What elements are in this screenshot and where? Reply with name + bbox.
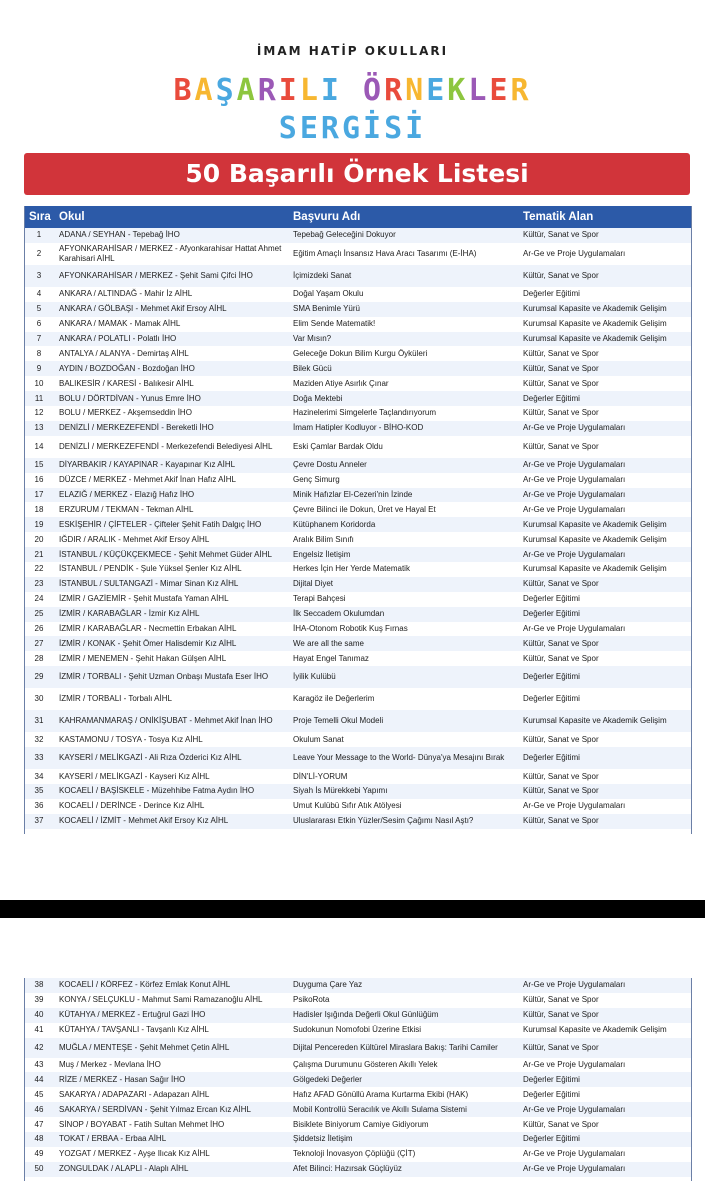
cell-alan: Ar-Ge ve Proje Uygulamaları <box>523 248 626 258</box>
table-row <box>25 502 691 517</box>
table-row <box>25 1087 691 1102</box>
cell-no: 25 <box>34 609 44 619</box>
cell-okul: BOLU / MERKEZ - Akşemseddin İHO <box>59 408 192 418</box>
cell-okul: ANTALYA / ALANYA - Demirtaş AİHL <box>59 348 189 358</box>
cell-okul: ANKARA / ALTINDAĞ - Mahir İz AİHL <box>59 289 193 299</box>
cell-okul: ELAZIĞ / MERKEZ - Elazığ Hafız İHO <box>59 490 195 500</box>
cell-okul: BALIKESİR / KARESİ - Balıkesir AİHL <box>59 378 194 388</box>
cell-okul: TOKAT / ERBAA - Erbaa AİHL <box>59 1134 167 1144</box>
cell-alan: Değerler Eğitimi <box>523 672 580 682</box>
cell-adi: Hadisler Işığında Değerli Okul Günlüğüm <box>293 1010 439 1020</box>
cell-okul: İZMİR / KARABAĞLAR - İzmir Kız AİHL <box>59 609 200 619</box>
cell-no: 27 <box>34 638 44 648</box>
cell-no: 50 <box>34 1164 44 1174</box>
cell-alan: Değerler Eğitimi <box>523 289 580 299</box>
cell-okul: SİNOP / BOYABAT - Fatih Sultan Mehmet İHO <box>59 1119 225 1129</box>
cell-alan: Kültür, Sanat ve Spor <box>523 653 599 663</box>
cell-no: 18 <box>34 504 44 514</box>
cell-no: 37 <box>34 816 44 826</box>
logo-letter: L <box>468 73 490 108</box>
cell-okul: ANKARA / MAMAK - Mamak AİHL <box>59 319 181 329</box>
header-org: İMAM HATİP OKULLARI <box>256 44 449 58</box>
logo-letter: B <box>173 73 195 108</box>
logo-letter: Ö <box>363 73 385 108</box>
table-row <box>25 1072 691 1087</box>
cell-alan: Kültür, Sanat ve Spor <box>523 230 599 240</box>
cell-adi: Tepebağ Geleceğini Dokuyor <box>293 230 396 240</box>
cell-okul: KOCAELİ / İZMİT - Mehmet Akif Ersoy Kız AİHL <box>59 816 229 826</box>
table-row <box>25 302 691 317</box>
cell-no: 39 <box>34 995 44 1005</box>
cell-alan: Kültür, Sanat ve Spor <box>523 378 599 388</box>
logo-letter: E <box>489 73 511 108</box>
cell-okul: KÜTAHYA / TAVŞANLI - Tavşanlı Kız AİHL <box>59 1025 209 1035</box>
cell-no: 2 <box>36 248 42 258</box>
cell-adi: Sudokunun Nomofobi Üzerine Etkisi <box>293 1025 422 1035</box>
cell-no: 29 <box>34 672 44 682</box>
cell-no: 33 <box>34 753 44 763</box>
cell-adi: DİN'Lİ-YORUM <box>293 771 348 781</box>
cell-no: 40 <box>34 1010 44 1020</box>
cell-no: 19 <box>34 519 44 529</box>
cell-alan: Ar-Ge ve Proje Uygulamaları <box>523 490 626 500</box>
cell-no: 22 <box>34 564 44 574</box>
cell-okul: ERZURUM / TEKMAN - Tekman AİHL <box>59 504 194 514</box>
cell-alan: Kültür, Sanat ve Spor <box>523 995 599 1005</box>
table-header <box>25 206 691 228</box>
cell-no: 9 <box>36 363 42 373</box>
table-row <box>25 488 691 503</box>
cell-okul: ESKİŞEHİR / ÇİFTELER - Çifteler Şehit Fatih Dalgıç İHO <box>59 519 262 529</box>
cell-okul: DÜZCE / MERKEZ - Mehmet Akif İnan Hafız AİHL <box>59 475 236 485</box>
page-break-bar <box>0 900 705 918</box>
table-row <box>25 1117 691 1132</box>
cell-alan: Kurumsal Kapasite ve Akademik Gelişim <box>523 564 667 574</box>
cell-no: 44 <box>34 1074 44 1084</box>
table-row <box>25 1132 691 1147</box>
cell-alan: Değerler Eğitimi <box>523 1089 580 1099</box>
cell-adi: Eğitim Amaçlı İnsansız Hava Aracı Tasarımı (E-İHA) <box>293 248 477 258</box>
table-row <box>25 562 691 577</box>
cell-no: 6 <box>36 319 42 329</box>
table-row <box>25 784 691 799</box>
logo-title-line2 <box>0 112 705 146</box>
logo-title-line1 <box>0 74 705 108</box>
logo-letter: R <box>510 73 532 108</box>
cell-alan: Kültür, Sanat ve Spor <box>523 816 599 826</box>
table-row <box>25 517 691 532</box>
cell-alan: Kültür, Sanat ve Spor <box>523 408 599 418</box>
logo-letter: Ş <box>215 73 237 108</box>
cell-alan: Ar-Ge ve Proje Uygulamaları <box>523 1149 626 1159</box>
cell-alan: Ar-Ge ve Proje Uygulamaları <box>523 1060 626 1069</box>
cell-no: 16 <box>34 475 44 485</box>
cell-alan: Kültür, Sanat ve Spor <box>523 1119 599 1129</box>
table-row <box>25 577 691 592</box>
column-header-alan: Tematik Alan <box>523 211 594 223</box>
cell-no: 23 <box>34 579 44 589</box>
logo-letter: R <box>384 73 406 108</box>
cell-alan: Kültür, Sanat ve Spor <box>523 771 599 781</box>
cell-okul: YOZGAT / MERKEZ - Ayşe Ilıcak Kız AİHL <box>59 1149 210 1159</box>
cell-no: 35 <box>34 786 44 796</box>
table-body-2 <box>25 978 691 1177</box>
logo-letter: E <box>426 73 448 108</box>
cell-okul: AFYONKARAHİSAR / MERKEZ - Şehit Sami Çifci İHO <box>59 270 253 280</box>
cell-no: 42 <box>34 1042 44 1052</box>
table-row <box>25 332 691 347</box>
cell-adi: Duyguma Çare Yaz <box>293 980 363 990</box>
cell-no: 7 <box>36 334 42 343</box>
table-row <box>25 473 691 488</box>
cell-alan: Kültür, Sanat ve Spor <box>523 638 599 648</box>
cell-okul: İZMİR / MENEMEN - Şehit Hakan Gülşen AİHL <box>59 653 227 663</box>
cell-adi: İçimizdeki Sanat <box>293 270 352 280</box>
logo-letter: I <box>278 73 300 108</box>
cell-adi: SMA Benimle Yürü <box>293 304 360 314</box>
cell-alan: Kültür, Sanat ve Spor <box>523 579 599 589</box>
cell-okul: İZMİR / TORBALI - Şehit Uzman Onbaşı Mustafa Eser İHO <box>59 672 269 682</box>
cell-no: 47 <box>34 1119 44 1129</box>
title-banner <box>24 153 690 195</box>
cell-adi: Maziden Atiye Asırlık Çınar <box>293 378 389 388</box>
column-header-no: Sıra <box>29 211 51 223</box>
table-row <box>25 1058 691 1073</box>
cell-alan: Ar-Ge ve Proje Uygulamaları <box>523 1104 626 1114</box>
cell-no: 13 <box>34 423 44 433</box>
cell-okul: KAYSERİ / MELİKGAZİ - Kayseri Kız AİHL <box>59 771 210 781</box>
cell-alan: Kültür, Sanat ve Spor <box>523 363 599 373</box>
cell-alan: Kurumsal Kapasite ve Akademik Gelişim <box>523 716 667 726</box>
cell-no: 32 <box>34 734 44 744</box>
cell-no: 4 <box>36 289 42 299</box>
cell-okul: DENİZLİ / MERKEZEFENDİ - Merkezefendi Belediyesi AİHL <box>59 441 273 451</box>
table-row <box>25 651 691 666</box>
cell-alan: Kurumsal Kapasite ve Akademik Gelişim <box>523 304 667 314</box>
logo-letter: N <box>405 73 427 108</box>
table-part-2 <box>24 978 692 1181</box>
cell-okul: IĞDIR / ARALIK - Mehmet Akif Ersoy AİHL <box>59 534 210 544</box>
cell-alan: Değerler Eğitimi <box>523 753 580 763</box>
cell-okul: DENİZLİ / MERKEZEFENDİ - Bereketli İHO <box>59 423 214 433</box>
logo-letter: A <box>236 73 258 108</box>
cell-okul: ANKARA / POLATLI - Polatlı İHO <box>59 334 177 343</box>
cell-no: 49 <box>34 1149 44 1159</box>
logo-text-line1 <box>173 73 531 108</box>
table-part-1 <box>24 206 692 834</box>
cell-okul: KONYA / SELÇUKLU - Mahmut Sami Ramazanoğlu AİHL <box>59 995 263 1005</box>
cell-adi: We are all the same <box>293 638 364 648</box>
cell-alan: Kültür, Sanat ve Spor <box>523 441 599 451</box>
cell-okul: İSTANBUL / SULTANGAZİ - Mimar Sinan Kız AİHL <box>59 579 239 589</box>
cell-no: 17 <box>34 490 44 500</box>
table-row <box>25 406 691 421</box>
logo-letter: K <box>447 73 469 108</box>
table-row <box>25 1023 691 1038</box>
cell-adi: Umut Kulübü Sıfır Atık Atölyesi <box>293 801 402 811</box>
cell-okul: ANKARA / GÖLBAŞI - Mehmet Akif Ersoy AİHL <box>59 304 227 314</box>
cell-adi: Çalışma Durumunu Gösteren Akıllı Yelek <box>293 1060 438 1069</box>
cell-no: 26 <box>34 624 44 634</box>
cell-okul: KÜTAHYA / MERKEZ - Ertuğrul Gazi İHO <box>59 1010 206 1020</box>
cell-no: 31 <box>34 716 44 726</box>
cell-alan: Ar-Ge ve Proje Uygulamaları <box>523 624 626 634</box>
cell-okul: Muş / Merkez - Mevlana İHO <box>59 1060 161 1069</box>
cell-adi: PsikoRota <box>293 995 330 1005</box>
cell-okul: KAYSERİ / MELİKGAZİ - Ali Rıza Özderici Kız AİHL <box>59 753 242 763</box>
table-row <box>25 436 691 458</box>
table-row <box>25 978 691 993</box>
cell-adi: Bisiklete Biniyorum Camiye Gidiyorum <box>293 1119 429 1129</box>
table-row <box>25 1008 691 1023</box>
cell-alan: Ar-Ge ve Proje Uygulamaları <box>523 801 626 811</box>
cell-adi: Hayat Engel Tanımaz <box>293 653 369 663</box>
cell-okul: KOCAELİ / KÖRFEZ - Körfez Emlak Konut AİHL <box>59 980 231 990</box>
page-title: 50 Başarılı Örnek Listesi <box>185 159 529 188</box>
cell-alan: Ar-Ge ve Proje Uygulamaları <box>523 475 626 485</box>
cell-okul: KAHRAMANMARAŞ / ONİKİŞUBAT - Mehmet Akif İnan İHO <box>59 716 273 726</box>
table-row <box>25 458 691 473</box>
cell-alan: Değerler Eğitimi <box>523 393 580 403</box>
logo-letter: A <box>194 73 216 108</box>
cell-okul: İSTANBUL / PENDİK - Şule Yüksel Şenler Kız AİHL <box>59 564 242 574</box>
cell-adi: Aralık Bilim Sınıfı <box>293 534 354 544</box>
cell-alan: Kurumsal Kapasite ve Akademik Gelişim <box>523 519 667 529</box>
cell-adi: Afet Bilinci: Hazırsak Güçlüyüz <box>293 1164 402 1174</box>
cell-adi: Terapi Bahçesi <box>293 594 346 604</box>
logo-letter: L <box>299 73 321 108</box>
cell-adi: Çevre Dostu Anneler <box>293 460 367 470</box>
cell-adi: Proje Temelli Okul Modeli <box>293 716 384 726</box>
cell-okul: AYDIN / BOZDOĞAN - Bozdoğan İHO <box>59 363 195 373</box>
table-row <box>25 228 691 243</box>
cell-adi: Geleceğe Dokun Bilim Kurgu Öyküleri <box>293 348 428 358</box>
cell-adi: Elim Sende Matematik! <box>293 319 376 329</box>
cell-adi: Kütüphanem Koridorda <box>293 519 376 529</box>
cell-adi: Leave Your Message to the World- Dünya'ya Mesajını Bırak <box>293 753 505 763</box>
cell-no: 21 <box>34 549 44 559</box>
cell-alan: Ar-Ge ve Proje Uygulamaları <box>523 1164 626 1174</box>
table-row <box>25 732 691 747</box>
cell-no: 11 <box>34 393 44 403</box>
cell-no: 48 <box>34 1134 44 1144</box>
cell-adi: Mobil Kontrollü Seracılık ve Akıllı Sulama Sistemi <box>293 1104 467 1114</box>
cell-no: 1 <box>36 230 42 240</box>
table-row <box>25 361 691 376</box>
table-row <box>25 532 691 547</box>
cell-okul: İSTANBUL / KÜÇÜKÇEKMECE - Şehit Mehmet Güder AİHL <box>59 549 272 559</box>
cell-no: 46 <box>34 1104 44 1114</box>
cell-no: 38 <box>34 980 44 990</box>
table-row <box>25 993 691 1008</box>
cell-alan: Ar-Ge ve Proje Uygulamaları <box>523 980 626 990</box>
table-row <box>25 376 691 391</box>
cell-adi: Şiddetsiz İletişim <box>293 1134 353 1144</box>
table-row <box>25 421 691 436</box>
cell-no: 34 <box>34 771 44 781</box>
table-row <box>25 666 691 688</box>
logo-letter <box>342 73 363 108</box>
cell-no: 36 <box>34 801 44 811</box>
cell-alan: Değerler Eğitimi <box>523 1074 580 1084</box>
logo-text-line2: SERGİSİ <box>278 111 427 146</box>
cell-okul: BOLU / DÖRTDİVAN - Yunus Emre İHO <box>59 393 201 403</box>
table-row <box>25 592 691 607</box>
cell-okul: SAKARYA / SERDİVAN - Şehit Yılmaz Ercan Kız AİHL <box>59 1104 251 1114</box>
cell-adi: İHA-Otonom Robotik Kuş Fırnas <box>293 624 408 634</box>
table-row <box>25 391 691 406</box>
cell-alan: Ar-Ge ve Proje Uygulamaları <box>523 423 626 433</box>
cell-okul: İZMİR / KONAK - Şehit Ömer Halisdemir Kız AİHL <box>59 638 237 648</box>
cell-alan: Ar-Ge ve Proje Uygulamaları <box>523 460 626 470</box>
cell-okul: SAKARYA / ADAPAZARI - Adapazarı AİHL <box>59 1089 210 1099</box>
cell-okul: KOCAELİ / BAŞİSKELE - Müzehhibe Fatma Aydın İHO <box>59 786 255 796</box>
cell-adi: Bilek Gücü <box>293 363 332 373</box>
cell-no: 41 <box>34 1025 44 1035</box>
cell-okul: AFYONKARAHİSAR / MERKEZ - Afyonkarahisar Hattat Ahmet Karahisari AİHL <box>59 243 282 263</box>
cell-adi: Çevre Bilinci ile Dokun, Üret ve Hayal Et <box>293 504 436 514</box>
cell-adi: Hazinelerimi Simgelerle Taçlandırıyorum <box>293 408 437 418</box>
cell-alan: Değerler Eğitimi <box>523 694 580 704</box>
cell-adi: Var Mısın? <box>293 334 332 343</box>
cell-adi: Gölgedeki Değerler <box>293 1074 362 1084</box>
table-row <box>25 799 691 814</box>
table-row <box>25 287 691 302</box>
cell-alan: Değerler Eğitimi <box>523 1134 580 1144</box>
cell-no: 10 <box>34 378 44 388</box>
table-row <box>25 1102 691 1117</box>
cell-adi: Uluslararası Etkin Yüzler/Sesim Çağımı Nasıl Aştı? <box>293 816 474 826</box>
cell-adi: Doğal Yaşam Okulu <box>293 289 364 299</box>
cell-adi: Karagöz ile Değerlerim <box>293 694 375 704</box>
cell-adi: Teknoloji İnovasyon Çöplüğü (ÇİT) <box>293 1149 416 1159</box>
cell-adi: Dijital Pencereden Kültürel Miraslara Bakış: Tarihi Camiler <box>293 1042 498 1052</box>
logo-letter: I <box>320 73 342 108</box>
table-row <box>25 346 691 361</box>
cell-okul: İZMİR / TORBALI - Torbalı AİHL <box>59 694 172 704</box>
cell-no: 45 <box>34 1089 44 1099</box>
cell-no: 28 <box>34 653 44 663</box>
cell-alan: Kurumsal Kapasite ve Akademik Gelişim <box>523 534 667 544</box>
cell-okul: RİZE / MERKEZ - Hasan Sağır İHO <box>59 1074 186 1084</box>
cell-no: 20 <box>34 534 44 544</box>
table-row <box>25 688 691 710</box>
cell-alan: Kültür, Sanat ve Spor <box>523 270 599 280</box>
table-row <box>25 243 691 265</box>
cell-adi: Doğa Mektebi <box>293 393 343 403</box>
cell-alan: Kültür, Sanat ve Spor <box>523 1042 599 1052</box>
column-header-okul: Okul <box>59 211 85 223</box>
cell-adi: Eski Çamlar Bardak Oldu <box>293 441 383 451</box>
table-row <box>25 710 691 732</box>
table-row <box>25 636 691 651</box>
cell-adi: Okulum Sanat <box>293 734 344 744</box>
cell-no: 12 <box>34 408 44 418</box>
cell-adi: Engelsiz İletişim <box>293 549 351 559</box>
table-row <box>25 1162 691 1177</box>
table-row <box>25 622 691 637</box>
cell-adi: Siyah İs Mürekkebi Yapımı <box>293 786 388 796</box>
table-row <box>25 747 691 769</box>
table-row <box>25 265 691 287</box>
cell-no: 8 <box>36 348 42 358</box>
cell-no: 5 <box>36 304 42 314</box>
cell-alan: Kültür, Sanat ve Spor <box>523 348 599 358</box>
cell-alan: Kültür, Sanat ve Spor <box>523 734 599 744</box>
column-header-adi: Başvuru Adı <box>293 211 361 223</box>
cell-alan: Ar-Ge ve Proje Uygulamaları <box>523 504 626 514</box>
cell-no: 43 <box>34 1060 44 1069</box>
table-row <box>25 1147 691 1162</box>
cell-okul: DİYARBAKIR / KAYAPINAR - Kayapınar Kız AİHL <box>59 460 236 470</box>
cell-adi: İmam Hatipler Kodluyor - BİHO-KOD <box>293 423 424 433</box>
table-row <box>25 1038 691 1058</box>
cell-okul: MUĞLA / MENTEŞE - Şehit Mehmet Çetin AİHL <box>59 1042 230 1052</box>
cell-alan: Kültür, Sanat ve Spor <box>523 786 599 796</box>
cell-okul: İZMİR / GAZİEMİR - Şehit Mustafa Yaman AİHL <box>59 594 229 604</box>
cell-no: 15 <box>34 460 44 470</box>
table-row <box>25 547 691 562</box>
cell-alan: Değerler Eğitimi <box>523 609 580 619</box>
cell-alan: Değerler Eğitimi <box>523 594 580 604</box>
cell-alan: Kültür, Sanat ve Spor <box>523 1010 599 1020</box>
table-row <box>25 607 691 622</box>
cell-no: 3 <box>36 270 42 280</box>
cell-adi: İlk Seccadem Okulumdan <box>293 609 385 619</box>
cell-alan: Kurumsal Kapasite ve Akademik Gelişim <box>523 334 667 343</box>
cell-no: 14 <box>34 441 44 451</box>
cell-okul: ADANA / SEYHAN - Tepebağ İHO <box>59 230 180 240</box>
cell-no: 30 <box>34 694 44 704</box>
cell-okul: KASTAMONU / TOSYA - Tosya Kız AİHL <box>59 734 203 744</box>
cell-adi: İyilik Kulübü <box>293 672 336 682</box>
table-row <box>25 814 691 829</box>
cell-alan: Kurumsal Kapasite ve Akademik Gelişim <box>523 319 667 329</box>
logo-letter: R <box>257 73 279 108</box>
cell-no: 24 <box>34 594 44 604</box>
cell-okul: ZONGULDAK / ALAPLI - Alaplı AİHL <box>59 1164 189 1174</box>
cell-adi: Minik Hafızlar El-Cezeri'nin İzinde <box>293 490 413 500</box>
cell-adi: Herkes İçin Her Yerde Matematik <box>293 564 410 574</box>
cell-alan: Kurumsal Kapasite ve Akademik Gelişim <box>523 1025 667 1035</box>
cell-adi: Hafız AFAD Gönüllü Arama Kurtarma Ekibi (HAK) <box>293 1089 469 1099</box>
cell-okul: KOCAELİ / DERİNCE - Derince Kız AİHL <box>59 801 205 811</box>
cell-adi: Dijital Diyet <box>293 579 334 589</box>
cell-adi: Genç Simurg <box>293 475 340 485</box>
table-body-1 <box>25 228 691 829</box>
cell-okul: İZMİR / KARABAĞLAR - Necmettin Erbakan AİHL <box>59 624 237 634</box>
cell-alan: Ar-Ge ve Proje Uygulamaları <box>523 549 626 559</box>
table-row <box>25 317 691 332</box>
table-row <box>25 769 691 784</box>
